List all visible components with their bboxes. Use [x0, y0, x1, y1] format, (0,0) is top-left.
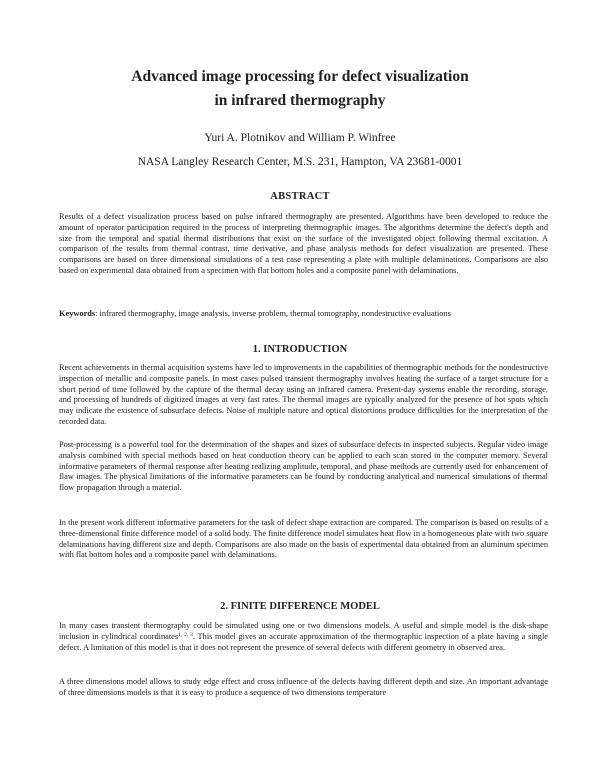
keywords-list: : infrared thermography, image analysis, inverse problem, thermal tomography, nondestructive evaluations	[95, 309, 451, 318]
abstract-text: Results of a defect visualization process based on pulse infrared thermography are presented. Algorithms have been developed to reduce the amount of operator participation required in the process of interpreting thermographic images. The algorithms determine the defect's depth and size from the temporal and spatial thermal distributions that exist on the surface of the investigated object following thermal excitation. A comparison of the results from thermal contrast, time derivative, and phase analysis methods for defect visualization are presented. These comparisons are based on three dimensional simulations of a test case representing a plate with multiple delaminations. Comparisons are also based on experimental data obtained from a specimen with flat bottom holes and a composite panel with delaminations.	[59, 212, 548, 275]
introduction-heading: 1. INTRODUCTION	[252, 344, 348, 355]
intro-paragraph-1: Recent achievements in thermal acquisition systems have led to improvements in the capabilities of thermographic methods for the nondestructive inspection of metallic and composite panels. In most cases pulsed transient thermography involves heating the surface of a target structure for a short period of time followed by the capture of the thermal decay using an infrared camera. Present-day systems enable the recording, storage, and processing of hundreds of digitized images at very fast rates. The thermal images are typically analyzed for the presence of hot spots which may indicate the existence of subsurface defects. Noise of multiple nature and optical distortions produce difficulties for the interpretation of the recorded data.	[59, 363, 548, 426]
fdm-p1-text-before: In many cases transient thermography could be simulated using one or two dimensions models. A useful and simple model is the disk-shape inclusion in cylindrical coordinates	[59, 621, 548, 641]
paper-title-line-2: in infrared thermography	[214, 92, 386, 109]
fdm-paragraph-1	[59, 621, 548, 653]
fdm-p1-text-after: . This model gives an accurate approximation of the thermographic inspection of a plate having a single defect. A limitation of this model is that it does not represent the presence of several defects with different geometry in observed area.	[59, 631, 548, 652]
citation-refs: 1, 2, 3	[178, 631, 193, 638]
paper-title-line-1: Advanced image processing for defect visualization	[131, 68, 469, 85]
fdm-paragraph-2: A three dimensions model allows to study edge effect and cross influence of the defects having different depth and size. An important advantage of three dimensions models is that it is easy to produce a sequence of two dimensions temperature	[59, 677, 548, 697]
intro-paragraph-2: Post-processing is a powerful tool for the determination of the shapes and sizes of subsurface defects in inspected subjects. Regular video image analysis combined with special methods based on heat conduction theory can be applied to each scan stored in the computer memory. Several informative parameters of thermal response after heating realizing amplitude, temporal, and phase methods are currently used for enhancement of flaw images. The physical limitations of the informative parameters can be found by conducting analytical and numerical simulations of thermal flow propagation through a material.	[59, 440, 548, 492]
abstract-heading: ABSTRACT	[270, 191, 330, 202]
keywords-label: Keywords	[59, 309, 96, 318]
fdm-heading: 2. FINITE DIFFERENCE MODEL	[220, 601, 380, 612]
authors: Yuri A. Plotnikov and William P. Winfree	[204, 132, 396, 144]
affiliation: NASA Langley Research Center, M.S. 231, Hampton, VA 23681-0001	[137, 156, 463, 168]
keywords	[59, 309, 548, 320]
intro-paragraph-3: In the present work different informative parameters for the task of defect shape extraction are compared. The comparison is based on results of a three-dimensional finite difference model of a solid body. The finite difference model simulates heat flow in a homogeneous plate with two square delaminations having different size and depth. Comparisons are also made on the basis of experimental data obtained from an aluminum specimen with flat bottom holes and a composite panel with delaminations.	[59, 518, 548, 560]
